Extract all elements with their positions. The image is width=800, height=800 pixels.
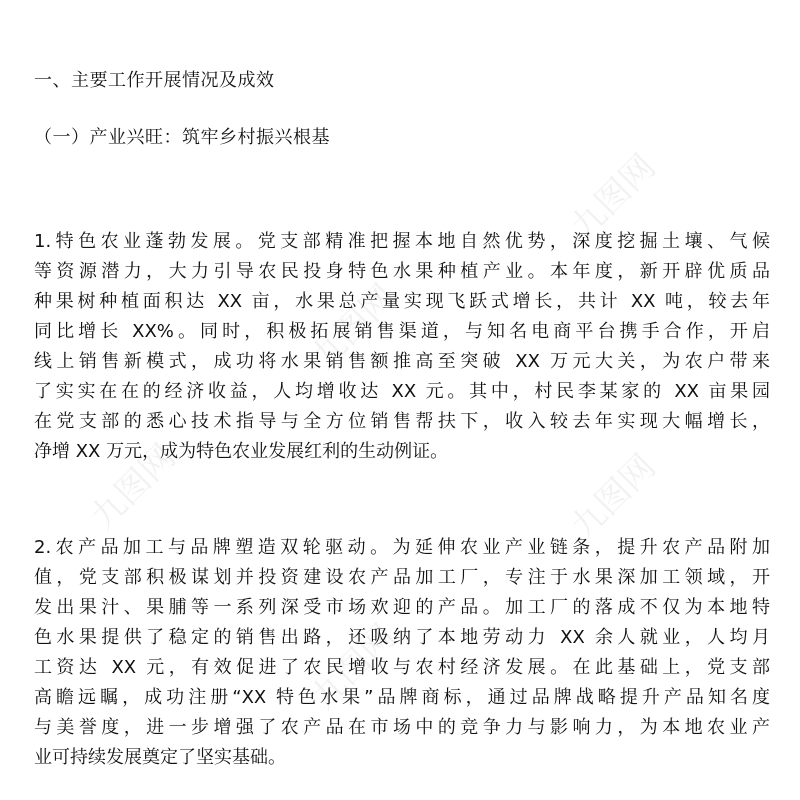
watermark: 九图网 [563, 146, 664, 248]
subsection-heading: （一）产业兴旺：筑牢乡村振兴根基 [34, 127, 330, 148]
paragraph-line: 了实实在在的经济收益，人均增收达 XX 元。其中，村民李某家的 XX 亩果园 [34, 381, 770, 402]
paragraph-line: 值，党支部积极谋划并投资建设农产品加工厂，专注于水果深加工领域，开 [34, 567, 770, 588]
section-heading: 一、主要工作开展情况及成效 [34, 70, 275, 91]
paragraph-line: 线上销售新模式，成功将水果销售额推高至突破 XX 万元大关，为农户带来 [34, 351, 770, 372]
paragraph-line: 种果树种植面积达 XX 亩，水果总产量实现飞跃式增长，共计 XX 吨，较去年 [34, 291, 770, 312]
paragraph-special-agriculture [34, 227, 770, 467]
watermark: 九图网 [563, 446, 664, 548]
paragraph-line: 等资源潜力，大力引导农民投身特色水果种植产业。本年度，新开辟优质品 [34, 261, 770, 282]
paragraph-line: 发出果汁、果脯等一系列深受市场欢迎的产品。加工厂的落成不仅为本地特 [34, 597, 770, 618]
paragraph-line: 在党支部的悉心技术指导与全方位销售帮扶下，收入较去年实现大幅增长， [34, 411, 770, 432]
watermark: 九图网 [303, 616, 404, 718]
paragraph-line: 工资达 XX 元，有效促进了农民增收与农村经济发展。在此基础上，党支部 [34, 657, 770, 678]
paragraph-line: 1.特色农业蓬勃发展。党支部精准把握本地自然优势，深度挖掘土壤、气候 [34, 231, 770, 252]
paragraph-line: 2.农产品加工与品牌塑造双轮驱动。为延伸农业产业链条，提升农产品附加 [34, 537, 770, 558]
paragraph-line: 业可持续发展奠定了坚实基础。 [34, 747, 286, 768]
paragraph-line: 净增 XX 万元，成为特色农业发展红利的生动例证。 [34, 441, 449, 462]
paragraph-line: 高瞻远瞩，成功注册“XX 特色水果”品牌商标，通过品牌战略提升产品知名度 [34, 687, 770, 708]
paragraph-processing-and-branding [34, 533, 770, 773]
watermark: 九图网 [303, 276, 404, 378]
paragraph-line: 同比增长 XX%。同时，积极拓展销售渠道，与知名电商平台携手合作，开启 [34, 321, 770, 342]
paragraph-line: 色水果提供了稳定的销售出路，还吸纳了本地劳动力 XX 余人就业，人均月 [34, 627, 770, 648]
watermark: 九图网 [83, 436, 184, 538]
paragraph-line: 与美誉度，进一步增强了农产品在市场中的竞争力与影响力，为本地农业产 [34, 717, 770, 738]
